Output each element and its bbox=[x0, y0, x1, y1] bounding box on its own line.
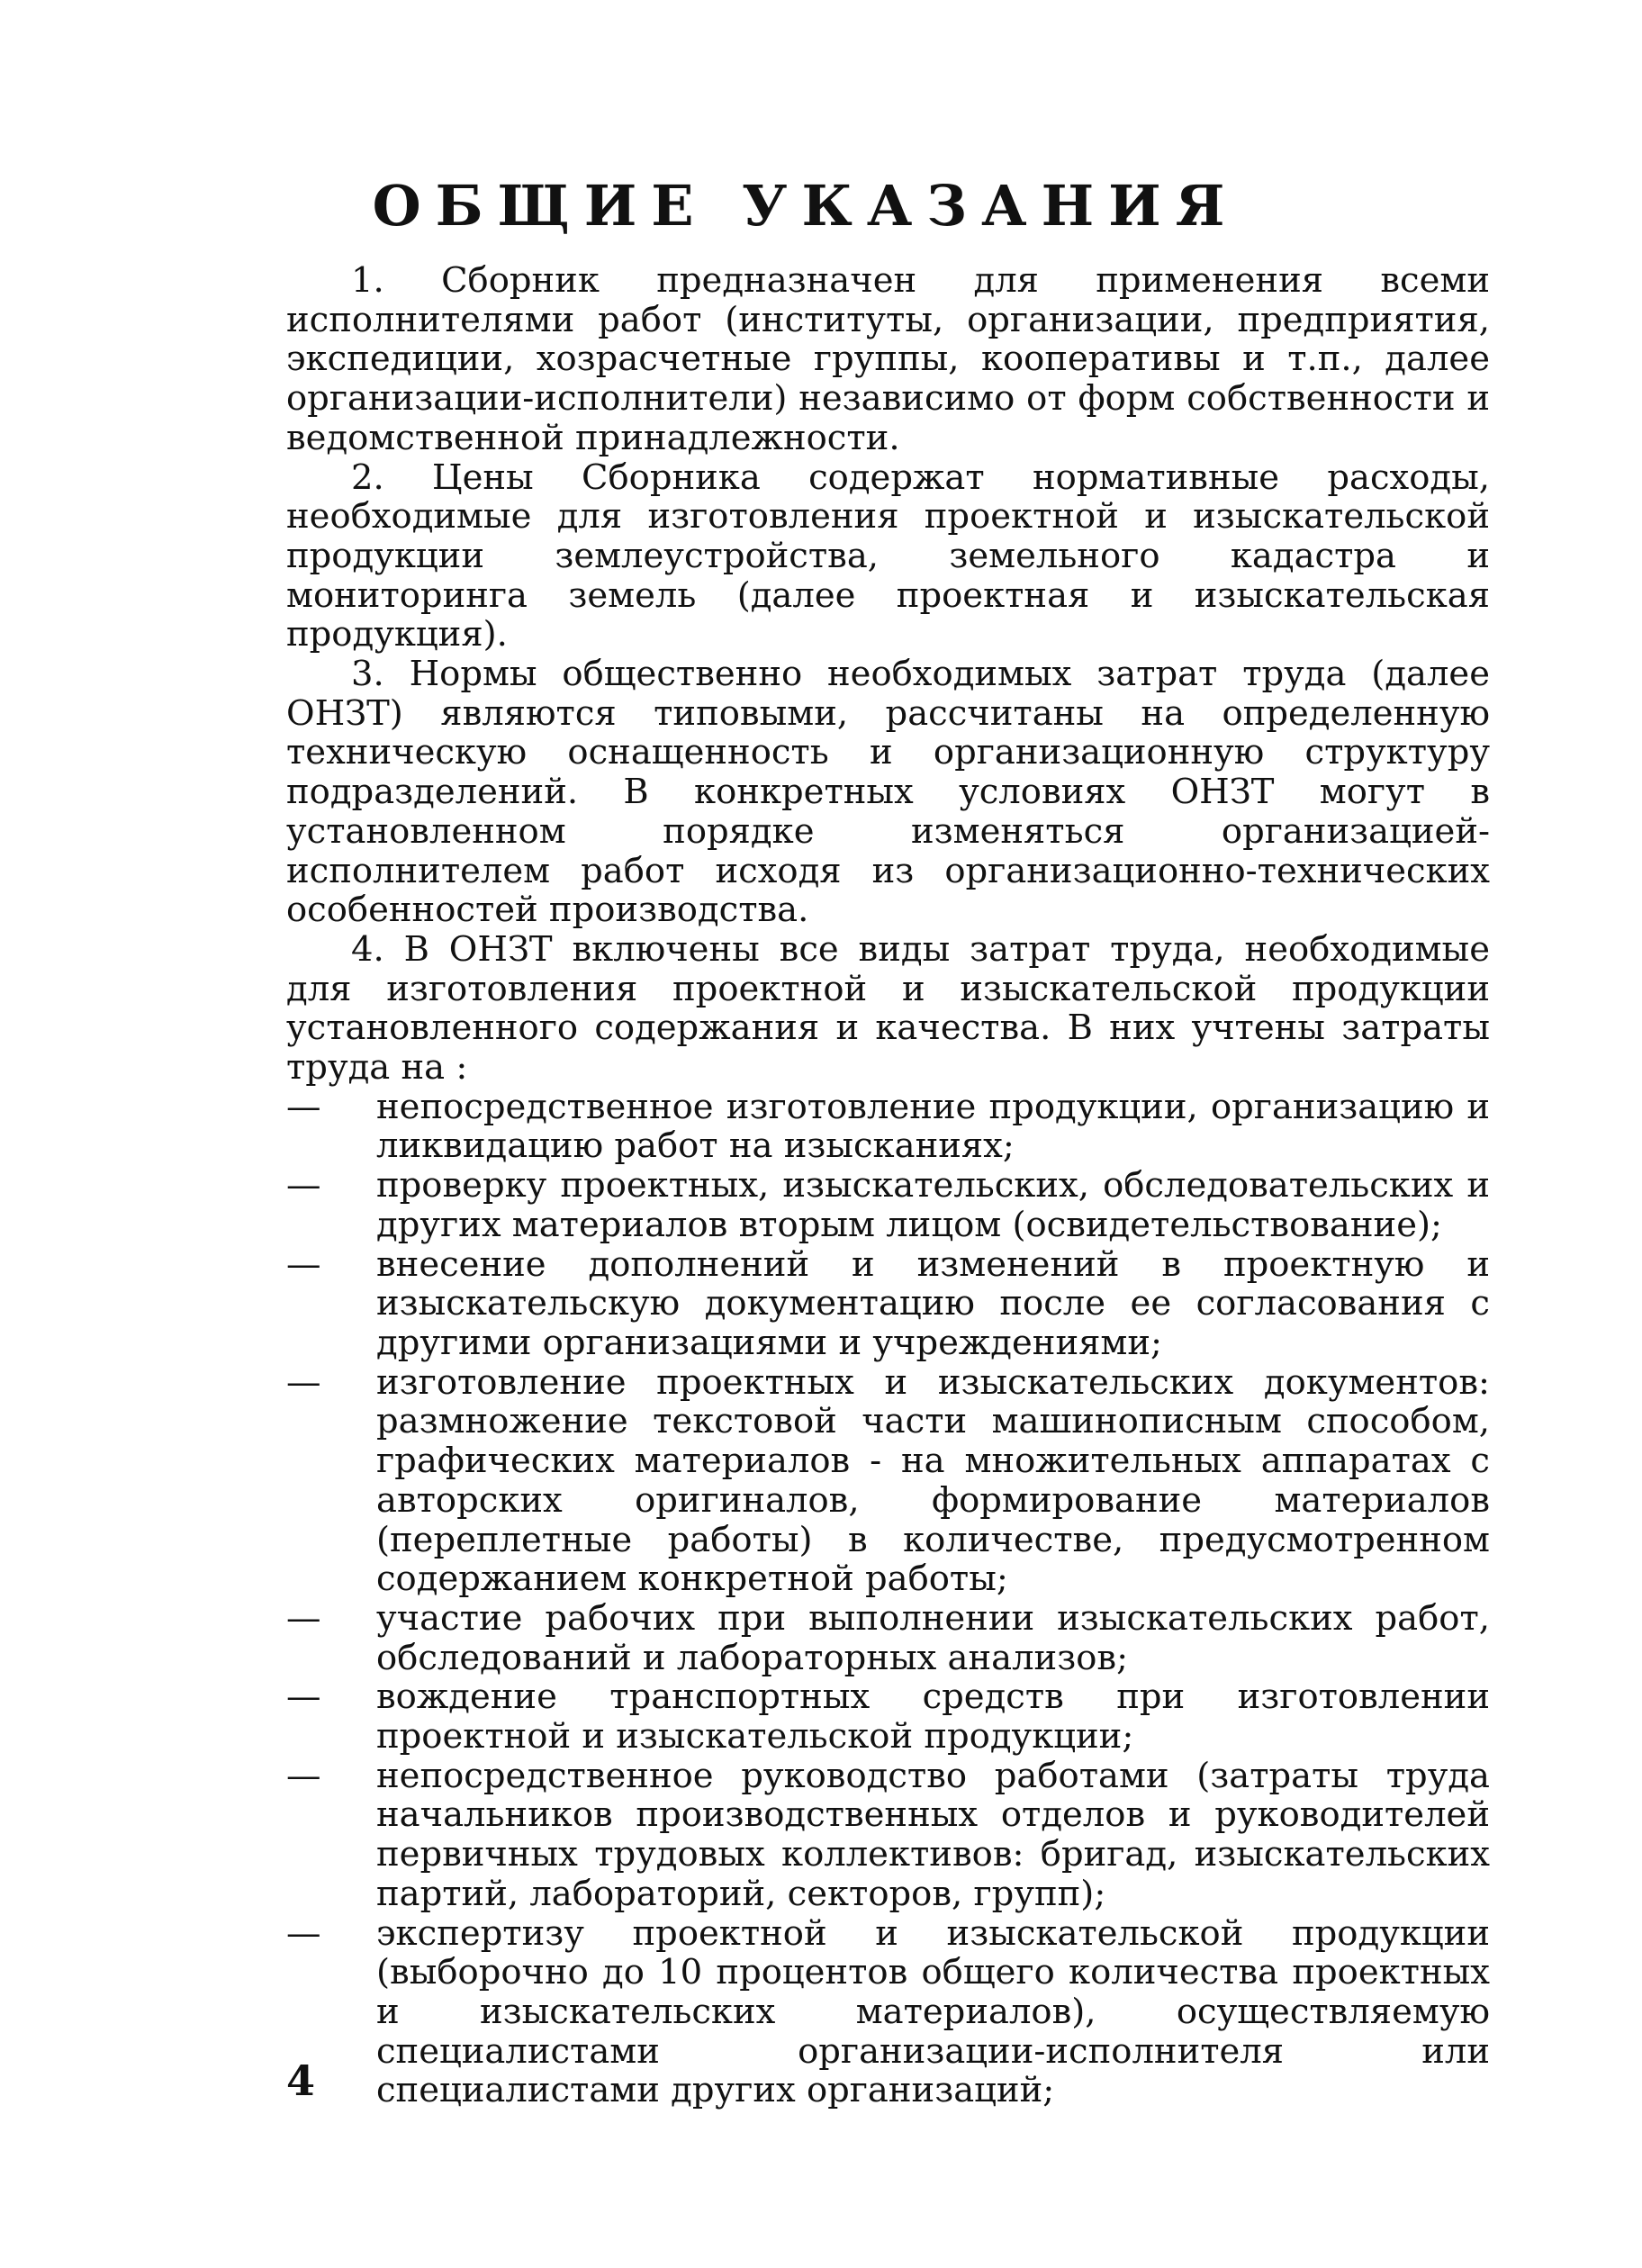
list-item bbox=[286, 1599, 1490, 1677]
dash-marker: — bbox=[286, 1086, 321, 1127]
list-item-text: вождение транспортных средств при изготовлении проектной и изыскательской продукции; bbox=[376, 1676, 1490, 1757]
dash-marker: — bbox=[286, 1755, 321, 1796]
dash-marker: — bbox=[286, 1361, 321, 1403]
list-item bbox=[286, 1363, 1490, 1599]
dash-marker: — bbox=[286, 1676, 321, 1718]
dash-marker: — bbox=[286, 1912, 321, 1954]
dash-marker: — bbox=[286, 1165, 321, 1206]
list-item bbox=[286, 1088, 1490, 1166]
paragraph-4: 4. В ОНЗТ включены все виды затрат труда, необходимые для изготовления проектной и изыскательской продукции установленного содержания и качества. В них учтены затраты труда на : bbox=[286, 928, 1490, 1089]
document-body bbox=[286, 261, 1490, 2110]
paragraph-3: 3. Нормы общественно необходимых затрат труда (далее ОНЗТ) являются типовыми, рассчитаны на определенную техническую оснащенность и организационную структуру подразделений. В конкретных условиях ОНЗТ могут в установленном порядке изменяться организацией-исполнителем работ исходя из организационно-технических особенностей производства. bbox=[286, 654, 1490, 931]
cost-items-list bbox=[286, 1088, 1490, 2110]
paragraph-1: 1. Сборник предназначен для применения всеми исполнителями работ (институты, организации, предприятия, экспедиции, хозрасчетные группы, кооперативы и т.п., далее организации-исполнители) независимо от форм собственности и ведомственной принадлежности. bbox=[286, 260, 1490, 458]
dash-marker: — bbox=[286, 1243, 321, 1285]
list-item bbox=[286, 1166, 1490, 1244]
page-number: 4 bbox=[286, 2056, 316, 2105]
dash-marker: — bbox=[286, 1597, 321, 1639]
list-item bbox=[286, 1914, 1490, 2111]
list-item-text: непосредственное руководство работами (затраты труда начальников производственных отделов и руководителей первичных трудовых коллективов: бригад, изыскательских партий, лабораторий, секторов, групп); bbox=[376, 1755, 1490, 1914]
paragraph-2: 2. Цены Сборника содержат нормативные расходы, необходимые для изготовления проектной и изыскательской продукции землеустройства, земельного кадастра и мониторинга земель (далее проектная и изыскательская продукция). bbox=[286, 456, 1490, 655]
page-title: ОБЩИЕ УКАЗАНИЯ bbox=[372, 173, 1240, 239]
list-item-text: экспертизу проектной и изыскательской продукции (выборочно до 10 процентов общего количества проектных и изыскательских материалов), осуществляемую специалистами организации-исполнителя или специалистами других организаций; bbox=[376, 1912, 1490, 2111]
list-item-text: непосредственное изготовление продукции, организацию и ликвидацию работ на изысканиях; bbox=[376, 1086, 1490, 1167]
list-item-text: проверку проектных, изыскательских, обследовательских и других материалов вторым лицом (освидетельствование); bbox=[376, 1165, 1490, 1245]
list-item-text: участие рабочих при выполнении изыскательских работ, обследований и лабораторных анализов; bbox=[376, 1597, 1490, 1678]
list-item bbox=[286, 1677, 1490, 1756]
list-item-text: изготовление проектных и изыскательских документов: размножение текстовой части машинописным способом, графических материалов - на множительных аппаратах с авторских оригиналов, формирование материалов (переплетные работы) в количестве, предусмотренном содержанием конкретной работы; bbox=[376, 1361, 1490, 1600]
list-item bbox=[286, 1245, 1490, 1363]
list-item bbox=[286, 1757, 1490, 1914]
list-item-text: внесение дополнений и изменений в проектную и изыскательскую документацию после ее согласования с другими организациями и учреждениями; bbox=[376, 1243, 1490, 1363]
